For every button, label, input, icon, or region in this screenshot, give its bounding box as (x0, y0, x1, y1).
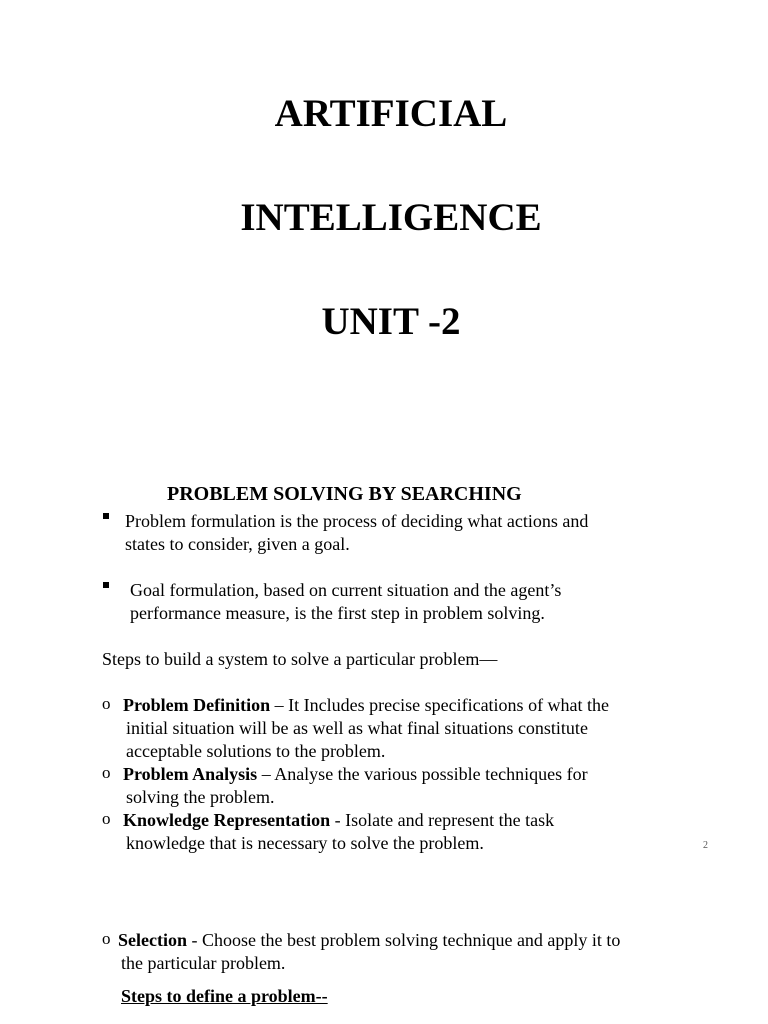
define-problem-heading: Steps to define a problem-- (121, 986, 328, 1006)
document-title-line-1: ARTIFICIAL (274, 92, 508, 135)
square-bullet-icon (103, 582, 109, 588)
step-term: Problem Definition (123, 695, 271, 715)
section-heading: PROBLEM SOLVING BY SEARCHING (167, 483, 522, 505)
step-text-line: knowledge that is necessary to solve the problem. (126, 833, 484, 853)
circle-bullet-icon: o (102, 763, 111, 782)
circle-bullet-icon: o (102, 694, 111, 713)
step-term: Selection (118, 930, 187, 950)
step-text-line: initial situation will be as well as what final situations constitute (126, 718, 588, 738)
unit-title: UNIT -2 (321, 300, 461, 343)
circle-bullet-icon: o (102, 809, 111, 828)
step-term: Problem Analysis (123, 764, 258, 784)
bullet-text-line: performance measure, is the first step in problem solving. (130, 603, 545, 623)
step-text-line: the particular problem. (121, 953, 286, 973)
bullet-text-line: Goal formulation, based on current situation and the agent’s (130, 580, 562, 600)
steps-intro: Steps to build a system to solve a particular problem— (102, 649, 498, 669)
bullet-text-line: states to consider, given a goal. (125, 534, 350, 554)
circle-bullet-icon: o (102, 929, 111, 948)
step-text-line: acceptable solutions to the problem. (126, 741, 386, 761)
bullet-text-line: Problem formulation is the process of deciding what actions and (125, 511, 589, 531)
step-description: - Isolate and represent the task (330, 810, 555, 830)
page-number: 2 (703, 840, 708, 851)
step-text-line (123, 809, 554, 832)
step-description: – Analyse the various possible techniques for (257, 764, 588, 784)
step-text-line (118, 929, 620, 952)
step-text-line (123, 763, 588, 786)
step-description: - Choose the best problem solving technique and apply it to (187, 930, 621, 950)
step-text-line (123, 694, 609, 717)
step-term: Knowledge Representation (123, 810, 331, 830)
document-title-line-2: INTELLIGENCE (240, 196, 542, 239)
step-text-line: solving the problem. (126, 787, 275, 807)
square-bullet-icon (103, 513, 109, 519)
step-description: – It Includes precise specifications of what the (270, 695, 610, 715)
